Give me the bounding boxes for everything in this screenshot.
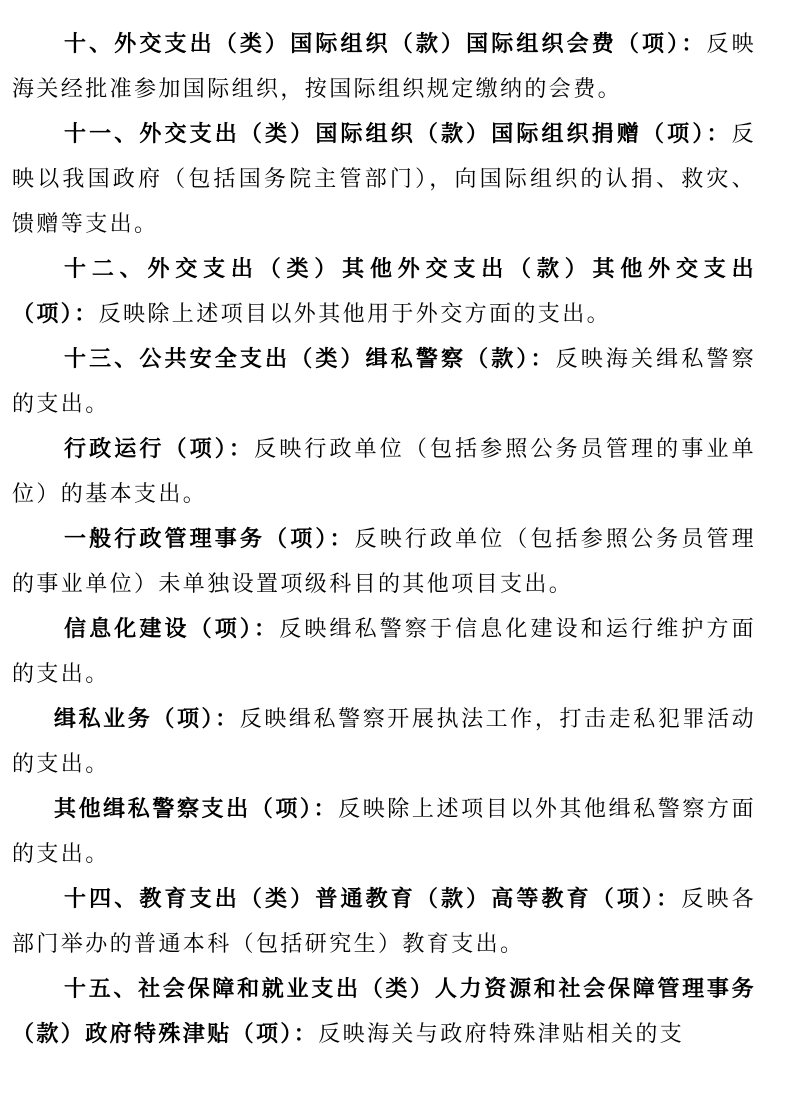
paragraph-body: 反映海关经批准参加国际组织，按国际组织规定缴纳的会费。: [12, 32, 756, 102]
paragraph-heading: 十一、外交支出（类）国际组织（款）国际组织捐赠（项）：: [64, 121, 732, 147]
paragraph-body: 反映除上述项目以外其他缉私警察方面的支出。: [12, 797, 756, 867]
paragraph-body: 反映各部门举办的普通本科（包括研究生）教育支出。: [12, 887, 756, 957]
paragraph-body: 反映除上述项目以外其他用于外交方面的支出。: [98, 302, 612, 327]
paragraph-admin-operation: [12, 427, 756, 517]
paragraph-anti-smuggling-business: [12, 697, 756, 787]
paragraph-heading: 十、外交支出（类）国际组织（款）国际组织会费（项）：: [64, 31, 707, 57]
paragraph-general-admin: [12, 517, 756, 607]
paragraph-heading: 缉私业务（项）：: [54, 706, 240, 732]
paragraph-informatization: [12, 607, 756, 697]
paragraph-item-13: [12, 337, 756, 427]
paragraph-item-10: [12, 22, 756, 112]
paragraph-body: 反映海关缉私警察的支出。: [12, 347, 756, 417]
paragraph-body: 反映海关与政府特殊津贴相关的支: [318, 1022, 685, 1047]
paragraph-item-14: [12, 877, 756, 967]
paragraph-heading: 其他缉私警察支出（项）：: [54, 796, 339, 822]
paragraph-heading: 信息化建设（项）：: [64, 616, 280, 642]
paragraph-body: 反映缉私警察于信息化建设和运行维护方面的支出。: [12, 617, 756, 687]
paragraph-heading: 十五、社会保障和就业支出（类）人力资源和社会保障管理事务（款）政府特殊津贴（项）：: [12, 976, 756, 1047]
paragraph-item-12: [12, 247, 756, 337]
paragraph-item-15: [12, 967, 756, 1057]
paragraph-body: 反映缉私警察开展执法工作，打击走私犯罪活动的支出。: [12, 707, 757, 777]
paragraph-other-anti-smuggling: [12, 787, 756, 877]
paragraph-heading: 十三、公共安全支出（类）缉私警察（款）：: [64, 346, 556, 372]
paragraph-heading: 十二、外交支出（类）其他外交支出（款）其他外交支出（项）：: [12, 256, 756, 327]
paragraph-heading: 一般行政管理事务（项）：: [64, 526, 355, 552]
paragraph-item-11: [12, 112, 756, 247]
paragraph-body: 反映行政单位（包括参照公务员管理的事业单位）未单独设置项级科目的其他项目支出。: [12, 527, 756, 597]
paragraph-body: 反映以我国政府（包括国务院主管部门），向国际组织的认捐、救灾、馈赠等支出。: [12, 122, 756, 237]
paragraph-heading: 行政运行（项）：: [64, 436, 255, 462]
paragraph-body: 反映行政单位（包括参照公务员管理的事业单位）的基本支出。: [12, 437, 756, 507]
paragraph-heading: 十四、教育支出（类）普通教育（款）高等教育（项）：: [64, 886, 682, 912]
